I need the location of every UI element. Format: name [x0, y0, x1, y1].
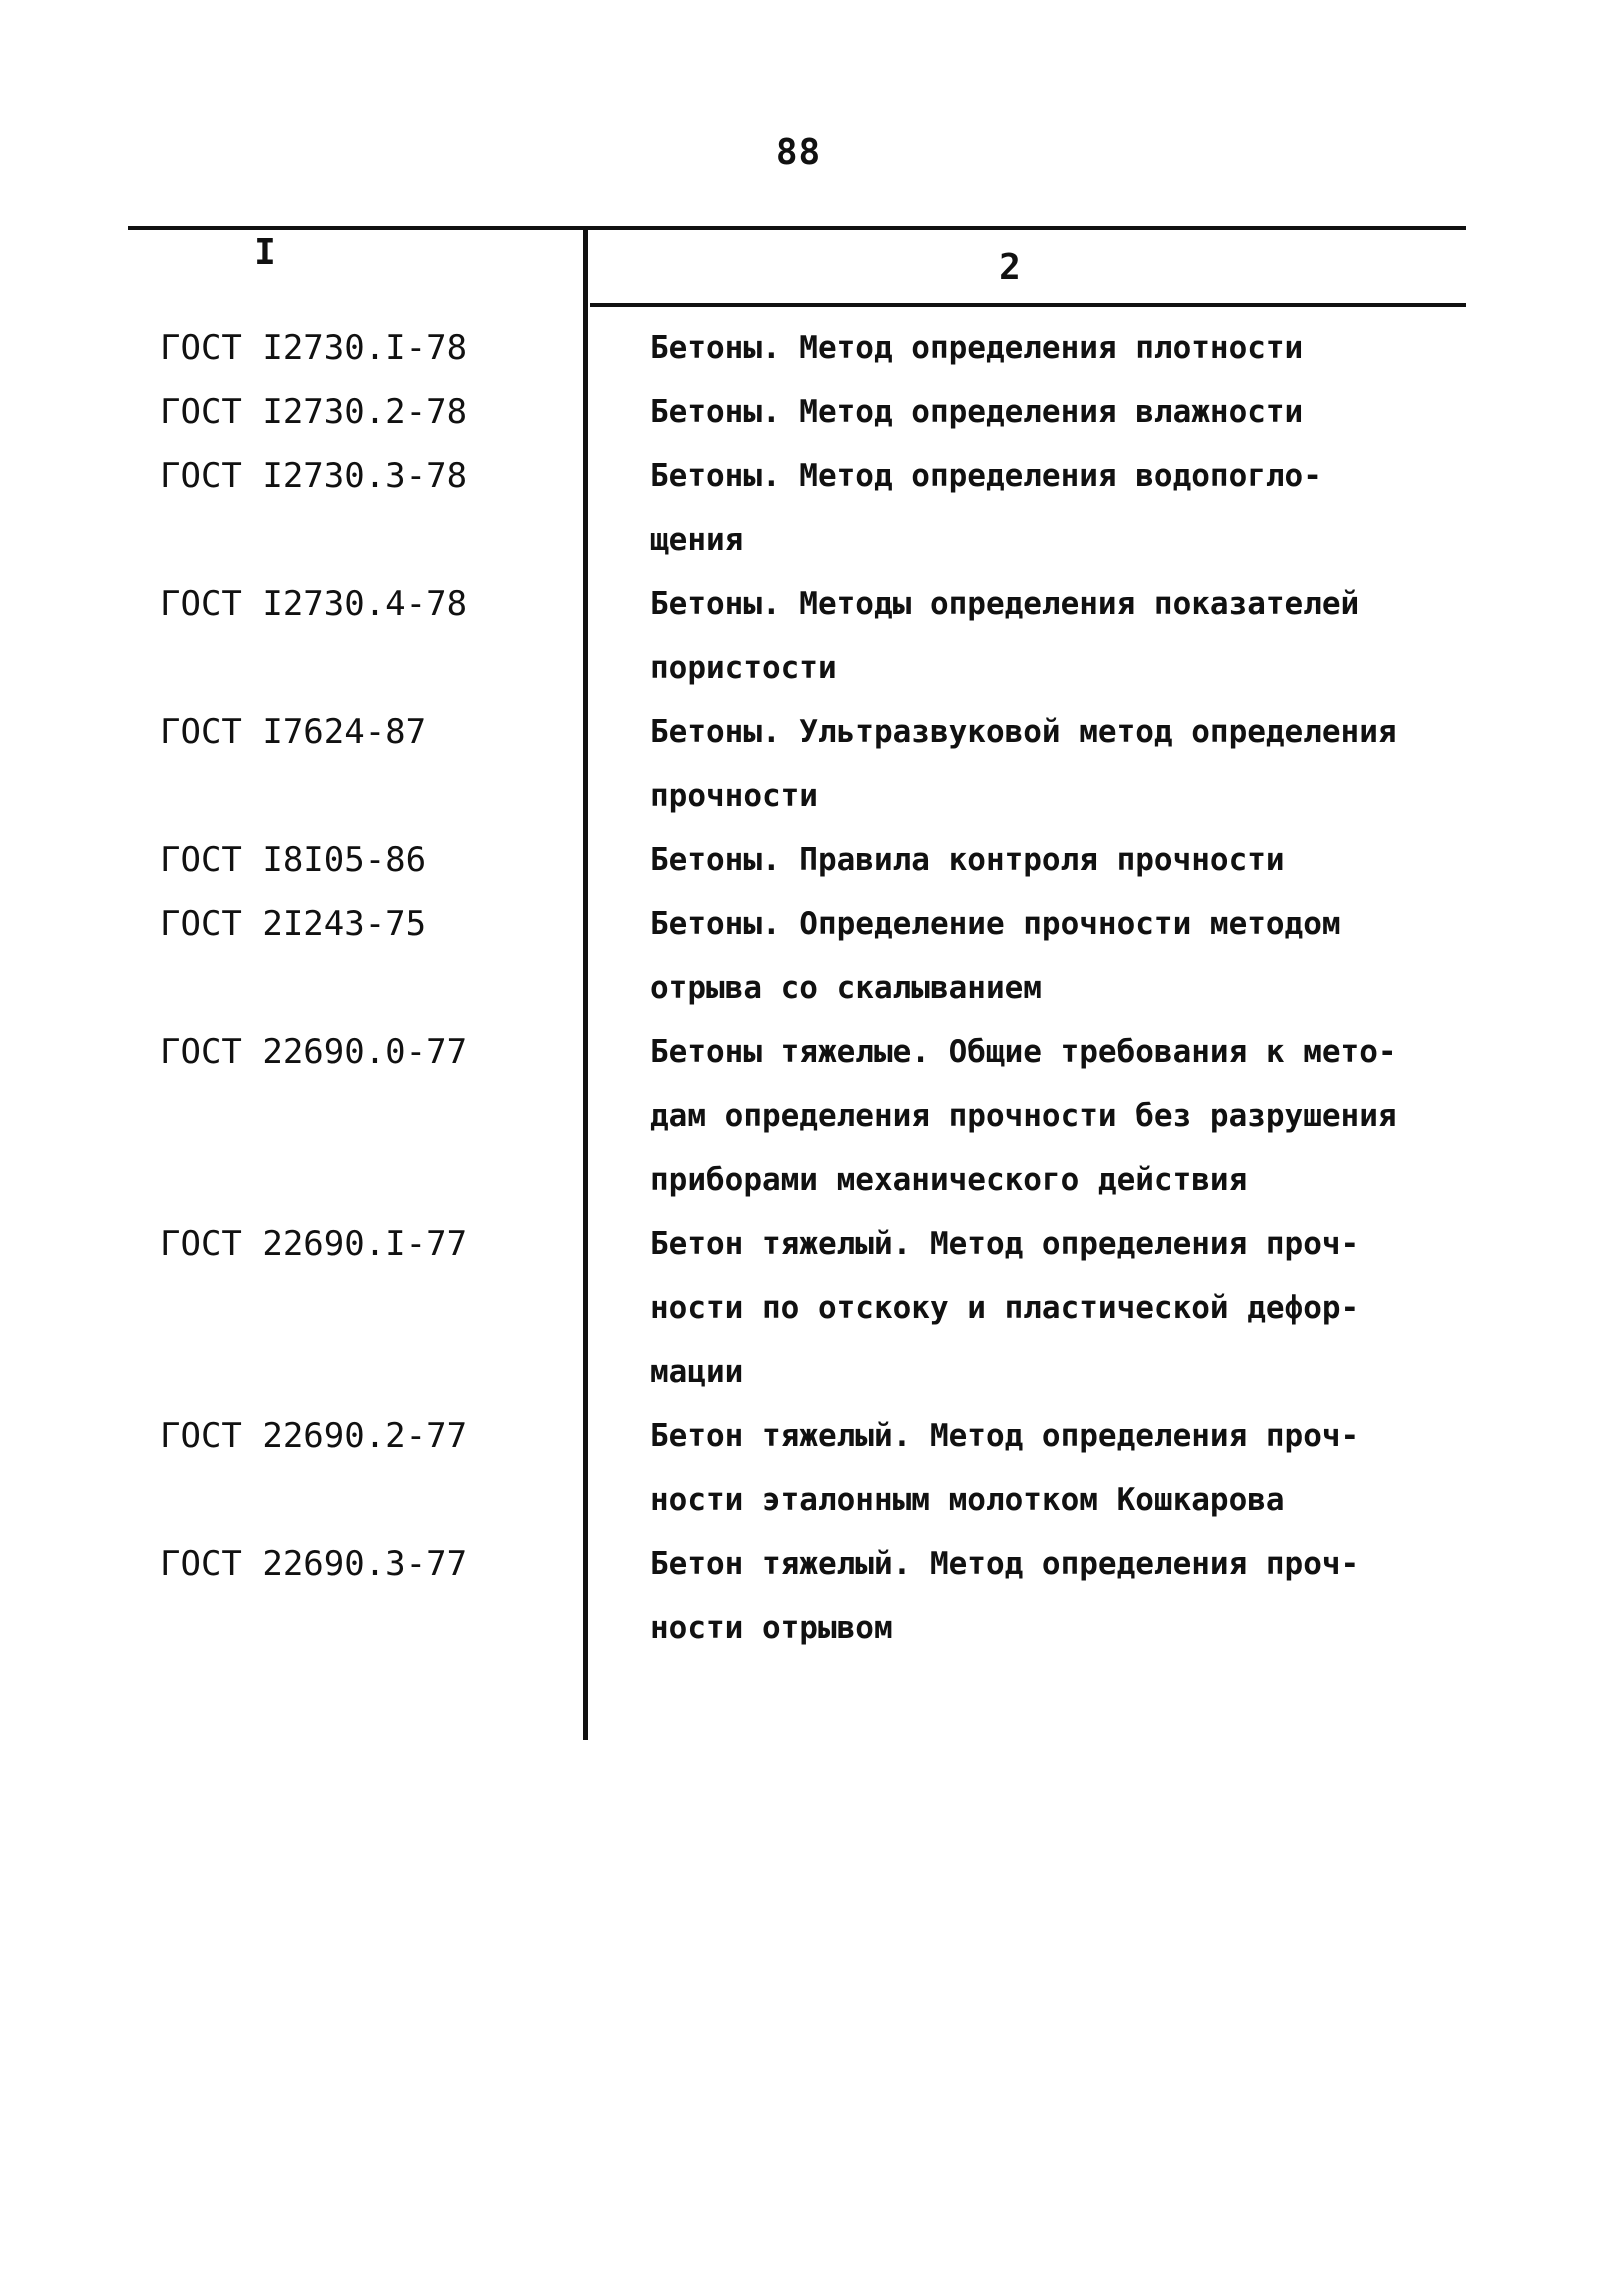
standard-number: ГОСТ I2730.I-78: [160, 328, 468, 368]
standard-title-line: дам определения прочности без разрушения: [650, 1098, 1397, 1134]
standard-title: [650, 316, 1450, 380]
table-top-rule: [128, 226, 1466, 230]
table-row: [0, 700, 1597, 828]
table-row: [0, 380, 1597, 444]
standard-title-line: Бетоны. Определение прочности методом: [650, 906, 1341, 942]
standard-title-line: ности отрывом: [650, 1610, 893, 1646]
table-row: [0, 316, 1597, 380]
standard-title-line: Бетон тяжелый. Метод определения проч-: [650, 1418, 1360, 1454]
standard-title-line: пористости: [650, 650, 837, 686]
standard-title-line: Бетоны. Методы определения показателей: [650, 586, 1360, 622]
standard-number: ГОСТ I7624-87: [160, 712, 427, 752]
standard-number: ГОСТ I8I05-86: [160, 840, 427, 880]
standard-title: [650, 1020, 1450, 1212]
table-row: [0, 828, 1597, 892]
standard-title: [650, 1532, 1450, 1660]
standard-number: ГОСТ 22690.3-77: [160, 1544, 468, 1584]
standard-title-line: Бетоны. Ультразвуковой метод определения: [650, 714, 1397, 750]
standard-title-line: Бетоны. Правила контроля прочности: [650, 842, 1285, 878]
standard-number: ГОСТ 22690.0-77: [160, 1032, 468, 1072]
standard-title-line: Бетоны. Метод определения водопогло-: [650, 458, 1322, 494]
standard-number: ГОСТ I2730.4-78: [160, 584, 468, 624]
standard-title-line: Бетоны. Метод определения плотности: [650, 330, 1304, 366]
standard-title-line: ности эталонным молотком Кошкарова: [650, 1482, 1285, 1518]
standard-title: [650, 892, 1450, 1020]
standard-title: [650, 380, 1450, 444]
standard-title: [650, 444, 1450, 572]
standard-title-line: приборами механического действия: [650, 1162, 1248, 1198]
standard-title-line: Бетоны. Метод определения влажности: [650, 394, 1304, 430]
table-row: [0, 1020, 1597, 1212]
table-row: [0, 1212, 1597, 1404]
standard-title-line: Бетон тяжелый. Метод определения проч-: [650, 1226, 1360, 1262]
table-header-rule: [590, 303, 1466, 307]
standard-title: [650, 572, 1450, 700]
standard-title: [650, 700, 1450, 828]
standard-title-line: щения: [650, 522, 744, 558]
standard-title: [650, 828, 1450, 892]
column-header-1: I: [254, 232, 276, 273]
table-row: [0, 572, 1597, 700]
standard-title-line: ности по отскоку и пластической дефор-: [650, 1290, 1360, 1326]
standard-title-line: Бетон тяжелый. Метод определения проч-: [650, 1546, 1360, 1582]
standard-number: ГОСТ 2I243-75: [160, 904, 427, 944]
table-row: [0, 1532, 1597, 1660]
column-header-2: 2: [999, 247, 1021, 288]
standard-number: ГОСТ 22690.I-77: [160, 1224, 468, 1264]
standard-title-line: отрыва со скалыванием: [650, 970, 1042, 1006]
standard-title-line: мации: [650, 1354, 744, 1390]
standard-title: [650, 1212, 1450, 1404]
standard-number: ГОСТ I2730.2-78: [160, 392, 468, 432]
table-row: [0, 892, 1597, 1020]
standard-title-line: Бетоны тяжелые. Общие требования к мето-: [650, 1034, 1397, 1070]
page-number: 88: [775, 132, 822, 173]
standard-title-line: прочности: [650, 778, 818, 814]
standard-number: ГОСТ 22690.2-77: [160, 1416, 468, 1456]
standard-number: ГОСТ I2730.3-78: [160, 456, 468, 496]
table-row: [0, 1404, 1597, 1532]
standards-table: [0, 316, 1597, 1660]
standard-title: [650, 1404, 1450, 1532]
table-row: [0, 444, 1597, 572]
